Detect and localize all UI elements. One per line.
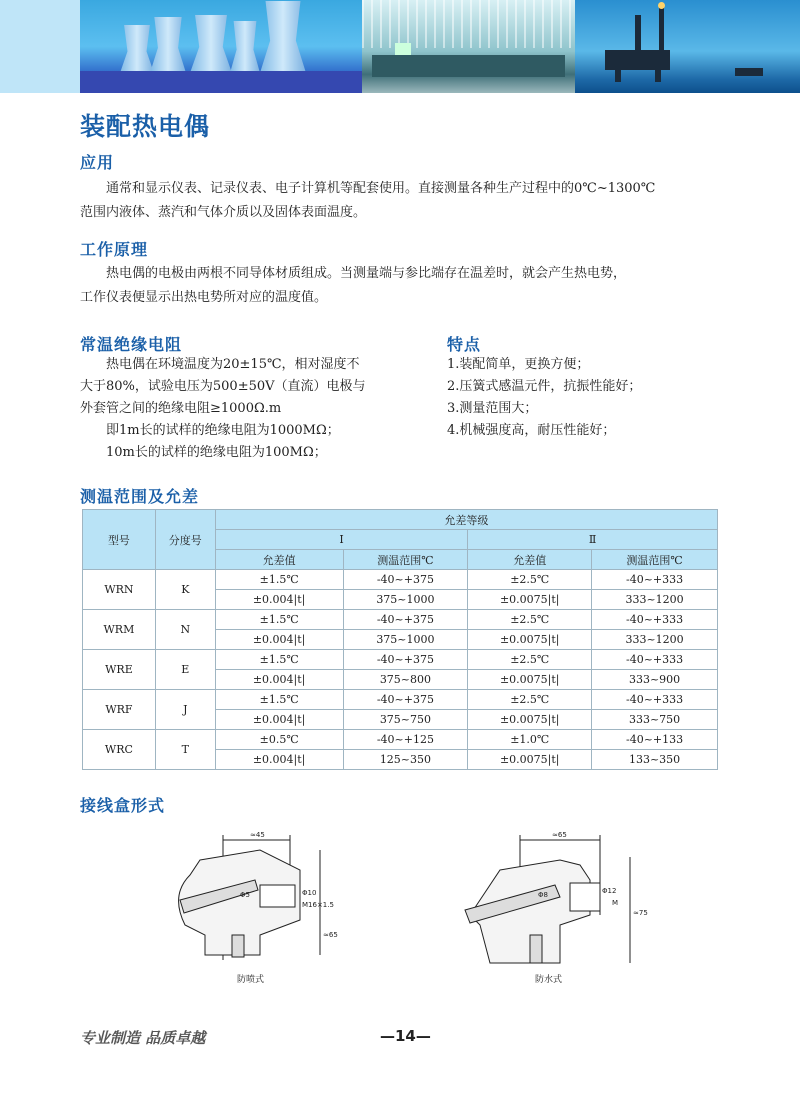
cell-model: WRE	[83, 650, 156, 690]
application-text	[80, 177, 720, 225]
cell-model: WRF	[83, 690, 156, 730]
header-model: 型号	[83, 510, 156, 570]
dim-label: ≈75	[633, 909, 648, 917]
list-item: 3.测量范围大；	[447, 401, 538, 416]
table-cell: ±0.004|t|	[215, 750, 343, 770]
section-heading-application: 应用	[80, 153, 115, 172]
table-cell: ±0.0075|t|	[468, 590, 592, 610]
tolerance-table	[82, 509, 718, 770]
text-line: 通常和显示仪表、记录仪表、电子计算机等配套使用。直接测量各种生产过程中的0℃~1300℃	[106, 181, 656, 196]
table-cell: ±0.0075|t|	[468, 710, 592, 730]
header-class-2: Ⅱ	[468, 530, 718, 550]
dim-label: Φ8	[538, 891, 548, 899]
cell-graduation: K	[155, 570, 215, 610]
dim-label: Φ12	[602, 887, 617, 895]
table-cell: ±1.5℃	[215, 650, 343, 670]
header-banner	[0, 0, 800, 93]
table-cell: ±2.5℃	[468, 690, 592, 710]
header-range: 测温范围℃	[343, 550, 468, 570]
table-cell: ±0.004|t|	[215, 630, 343, 650]
text-line: 外套管之间的绝缘电阻≥1000Ω.m	[80, 401, 282, 416]
table-cell: 333~750	[592, 710, 718, 730]
header-tolerance: 允差值	[468, 550, 592, 570]
table-row	[83, 650, 718, 670]
header-graduation: 分度号	[155, 510, 215, 570]
cell-model: WRC	[83, 730, 156, 770]
text-line: 大于80%，试验电压为500±50V（直流）电极与	[80, 379, 366, 394]
principle-text	[80, 262, 720, 310]
table-cell: -40~+333	[592, 690, 718, 710]
table-cell: 375~1000	[343, 630, 468, 650]
table-cell: ±2.5℃	[468, 570, 592, 590]
oil-platform-image	[575, 0, 800, 93]
cell-model: WRN	[83, 570, 156, 610]
dim-label: ≈65	[552, 831, 567, 839]
table-cell: ±0.004|t|	[215, 670, 343, 690]
table-cell: ±0.0075|t|	[468, 670, 592, 690]
table-row	[83, 570, 718, 590]
caption-water-proof: 防水式	[535, 975, 563, 985]
table-cell: ±2.5℃	[468, 650, 592, 670]
header-tolerance-class: 允差等级	[215, 510, 717, 530]
header-class-1: Ⅰ	[215, 530, 468, 550]
text-line: 即1m长的试样的绝缘电阻为1000MΩ；	[106, 423, 340, 438]
dim-label: M16×1.5	[302, 901, 334, 909]
table-cell: -40~+333	[592, 650, 718, 670]
cell-model: WRM	[83, 610, 156, 650]
table-cell: -40~+375	[343, 690, 468, 710]
section-heading-junction: 接线盒形式	[80, 796, 166, 815]
table-cell: 133~350	[592, 750, 718, 770]
caption-spray-proof: 防喷式	[237, 975, 265, 985]
table-cell: ±1.0℃	[468, 730, 592, 750]
table-cell: ±0.0075|t|	[468, 630, 592, 650]
dim-label: M	[612, 899, 619, 907]
table-cell: 333~1200	[592, 630, 718, 650]
table-cell: -40~+375	[343, 610, 468, 630]
cooling-towers-image	[80, 0, 362, 93]
table-cell: 333~1200	[592, 590, 718, 610]
text-line: 10m长的试样的绝缘电阻为100MΩ；	[106, 445, 327, 460]
dim-label: Φ5	[240, 891, 250, 899]
table-cell: 375~750	[343, 710, 468, 730]
section-heading-range: 测温范围及允差	[80, 487, 200, 506]
table-cell: ±0.0075|t|	[468, 750, 592, 770]
table-cell: -40~+333	[592, 610, 718, 630]
header-tolerance: 允差值	[215, 550, 343, 570]
junction-box-drawings	[160, 825, 660, 985]
table-cell: -40~+133	[592, 730, 718, 750]
cell-graduation: J	[155, 690, 215, 730]
list-item: 2.压簧式感温元件，抗振性能好；	[447, 379, 642, 394]
text-line: 热电偶在环境温度为20±15℃，相对湿度不	[106, 357, 360, 372]
table-row	[83, 730, 718, 750]
section-heading-insulation: 常温绝缘电阻	[80, 335, 183, 354]
features-list	[447, 354, 727, 442]
dim-label: Φ10	[302, 889, 317, 897]
table-cell: ±0.004|t|	[215, 590, 343, 610]
cell-graduation: E	[155, 650, 215, 690]
footer-slogan: 专业制造 品质卓越	[80, 1029, 206, 1047]
section-heading-principle: 工作原理	[80, 240, 149, 259]
dim-label: ≈45	[250, 831, 265, 839]
water-proof-drawing	[465, 835, 630, 963]
dim-label: ≈65	[323, 931, 338, 939]
table-cell: 125~350	[343, 750, 468, 770]
insulation-text	[80, 354, 400, 464]
banner-strip	[0, 0, 80, 93]
text-line: 热电偶的电极由两根不同导体材质组成。当测量端与参比端存在温差时，就会产生热电势，	[106, 266, 627, 281]
cell-graduation: N	[155, 610, 215, 650]
table-cell: ±1.5℃	[215, 610, 343, 630]
table-cell: 375~1000	[343, 590, 468, 610]
table-cell: ±0.004|t|	[215, 710, 343, 730]
table-cell: -40~+125	[343, 730, 468, 750]
text-line: 范围内液体、蒸汽和气体介质以及固体表面温度。	[80, 205, 367, 220]
table-cell: ±0.5℃	[215, 730, 343, 750]
table-cell: ±1.5℃	[215, 690, 343, 710]
table-row	[83, 610, 718, 630]
cell-graduation: T	[155, 730, 215, 770]
page-title: 装配热电偶	[80, 112, 211, 141]
table-cell: 333~900	[592, 670, 718, 690]
table-cell: ±2.5℃	[468, 610, 592, 630]
table-cell: 375~800	[343, 670, 468, 690]
list-item: 1.装配简单，更换方便；	[447, 357, 590, 372]
list-item: 4.机械强度高，耐压性能好；	[447, 423, 616, 438]
table-cell: -40~+333	[592, 570, 718, 590]
control-room-image	[362, 0, 575, 93]
table-row	[83, 690, 718, 710]
text-line: 工作仪表便显示出热电势所对应的温度值。	[80, 290, 328, 305]
table-cell: ±1.5℃	[215, 570, 343, 590]
table-cell: -40~+375	[343, 650, 468, 670]
table-cell: -40~+375	[343, 570, 468, 590]
section-heading-features: 特点	[447, 335, 482, 354]
page-number: —14—	[380, 1027, 431, 1045]
header-range: 测温范围℃	[592, 550, 718, 570]
